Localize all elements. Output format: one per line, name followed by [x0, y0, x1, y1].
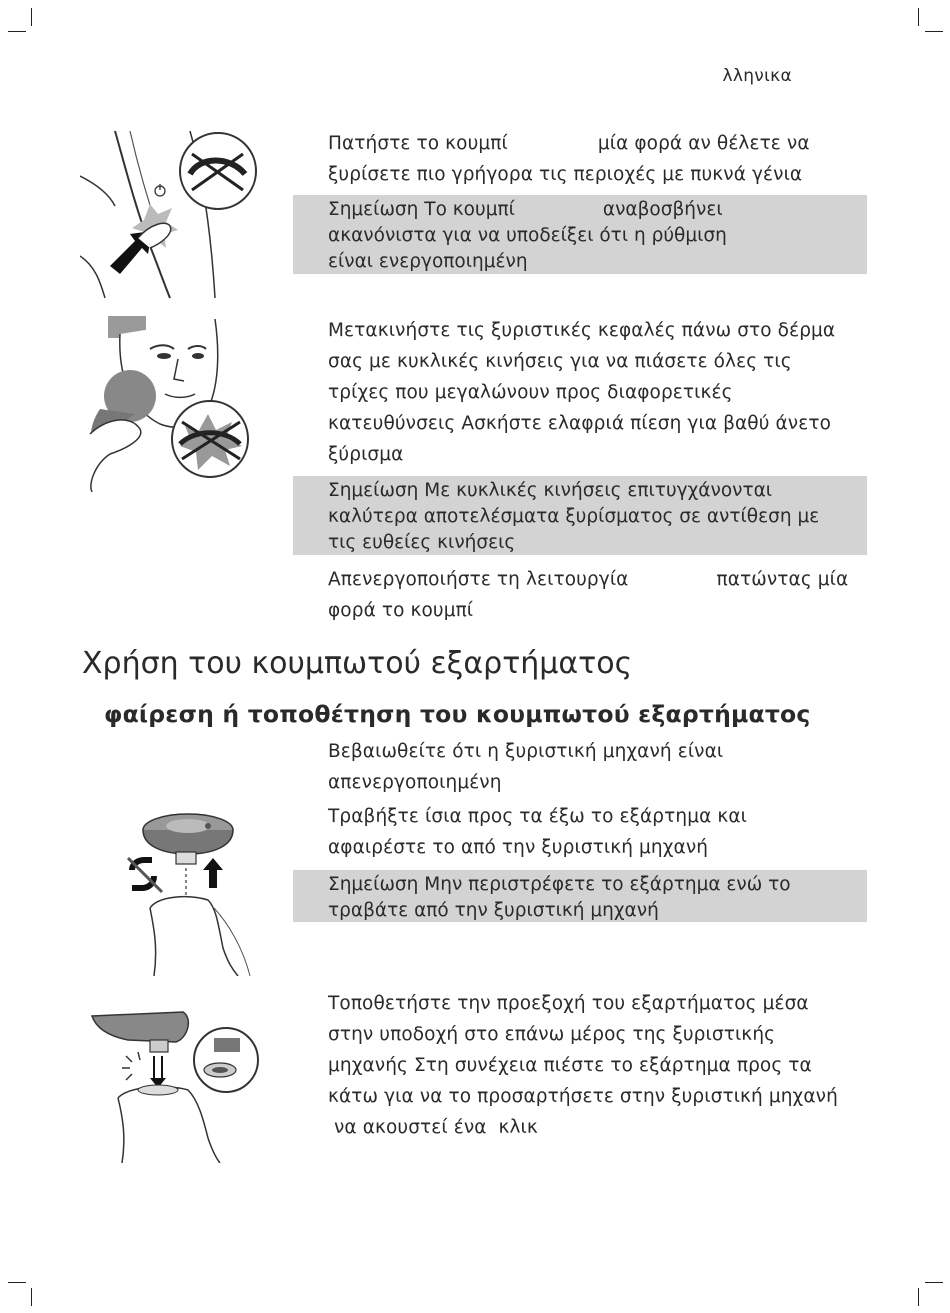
note-line: καλύτερα αποτελέσματα ξυρίσματος σε αντίθεση με	[328, 506, 820, 527]
text-line: σας με κυκλικές κινήσεις για να πιάσετε όλες τις	[328, 351, 792, 372]
text-line: μηχανής Στη συνέχεια πιέστε το εξάρτημα προς τα	[328, 1055, 812, 1076]
text-line: μία φορά αν θέλετε να	[597, 133, 810, 154]
text-line: να ακουστεί ένα κλικ	[328, 1117, 538, 1138]
text-line: Μετακινήστε τις ξυριστικές κεφαλές πάνω στο δέρμα	[328, 320, 836, 341]
note-line: τραβάτε από την ξυριστική μηχανή	[328, 900, 659, 921]
text-line: ξύρισμα	[328, 444, 404, 465]
page-language-header: λληνικα	[722, 66, 792, 86]
crop-mark-top-left-v	[31, 8, 32, 26]
crop-mark-bottom-left-v	[31, 1288, 32, 1306]
note-line: Σημείωση Το κουμπί	[328, 199, 515, 220]
step-attach-text	[328, 988, 868, 1143]
section-title: Χρήση του κουμπωτού εξαρτήματος	[82, 646, 633, 681]
crop-mark-bottom-right-h	[925, 1282, 943, 1283]
text-line: αφαιρέστε το από την ξυριστική μηχανή	[328, 837, 709, 858]
note-line: Σημείωση Μην περιστρέφετε το εξάρτημα ενώ το	[328, 874, 791, 895]
step-pull-off-text	[328, 801, 868, 863]
text-line: φορά το κουμπί	[328, 600, 474, 621]
text-line: πατώντας μία	[716, 569, 849, 590]
text-line: κατευθύνσεις Ασκήστε ελαφριά πίεση για βαθύ άνετο	[328, 413, 831, 434]
circular-shaving-illustration	[80, 314, 255, 492]
step-deactivate-text	[328, 564, 868, 626]
attachment-removal-illustration	[118, 808, 258, 976]
step-circular-motion-text	[328, 315, 868, 470]
note-button-blinks	[293, 195, 867, 274]
text-line: στην υποδοχή στο επάνω μέρος της ξυριστικής	[328, 1024, 776, 1045]
text-line: ξυρίσετε πιο γρήγορα τις περιοχές με πυκνά γένια	[328, 164, 803, 185]
section-subtitle: φαίρεση ή τοποθέτηση του κουμπωτού εξαρτήματος	[104, 700, 811, 728]
power-button-press-illustration	[80, 126, 280, 301]
crop-mark-top-right-h	[925, 31, 943, 32]
note-line: Σημείωση Με κυκλικές κινήσεις επιτυγχάνονται	[328, 480, 773, 501]
note-line: είναι ενεργοποιημένη	[328, 251, 528, 272]
crop-mark-bottom-right-v	[918, 1288, 919, 1306]
text-line: Τραβήξτε ίσια προς τα έξω το εξάρτημα και	[328, 806, 748, 827]
text-line: Πατήστε το κουμπί	[328, 133, 508, 154]
crop-mark-bottom-left-h	[8, 1282, 26, 1283]
text-line: απενεργοποιημένη	[328, 772, 502, 793]
step-ensure-off-text	[328, 736, 868, 798]
text-line: Απενεργοποιήστε τη λειτουργία	[328, 569, 629, 590]
note-do-not-twist	[293, 870, 867, 922]
note-circular-motion	[293, 476, 867, 555]
crop-mark-top-left-h	[8, 31, 26, 32]
text-line: Τοποθετήστε την προεξοχή του εξαρτήματος μέσα	[328, 993, 809, 1014]
text-line: Βεβαιωθείτε ότι η ξυριστική μηχανή είναι	[328, 741, 724, 762]
note-line: αναβοσβήνει	[602, 199, 723, 220]
text-line: τρίχες που μεγαλώνουν προς διαφορετικές	[328, 382, 733, 403]
text-line: κάτω για να το προσαρτήσετε στην ξυριστική μηχανή	[328, 1086, 838, 1107]
note-line: τις ευθείες κινήσεις	[328, 532, 516, 553]
attachment-click-on-illustration	[88, 1008, 263, 1163]
note-line: ακανόνιστα για να υποδείξει ότι η ρύθμιση	[328, 225, 727, 246]
step-power-button-text	[328, 128, 868, 190]
crop-mark-top-right-v	[918, 8, 919, 26]
